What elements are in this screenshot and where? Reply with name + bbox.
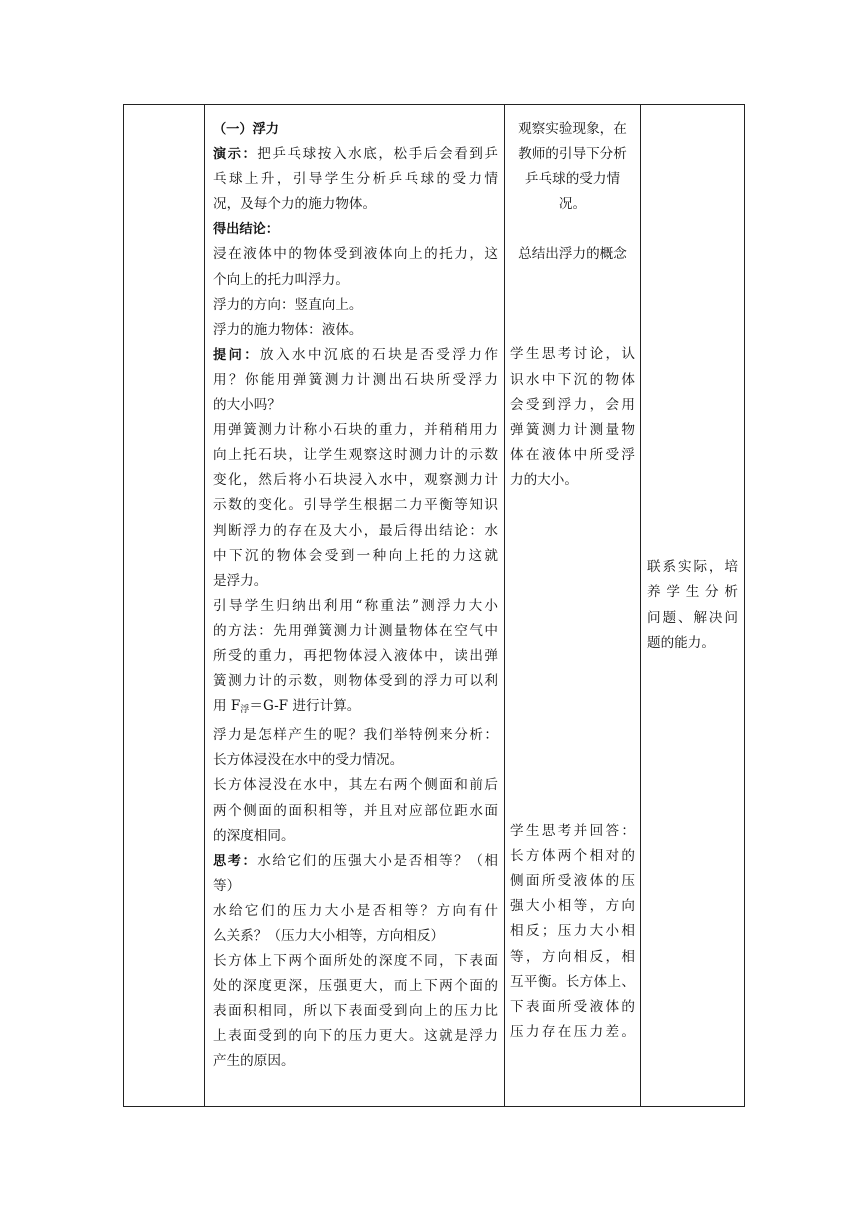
student-line: 等，方向相反，相: [510, 948, 635, 965]
stage-cell: [124, 105, 205, 1107]
conclusion-line: 浸在液体中的物体受到液体向上的托力，这: [213, 246, 498, 263]
question-line: 用弹簧测力计称小石块的重力，并稍稍用力: [213, 422, 498, 439]
student-line: 力的大小。: [510, 471, 578, 488]
question-line: 的大小吗？: [213, 397, 281, 414]
question-line: 所受的重力，再把物体浸入液体中，读出弹: [213, 647, 498, 664]
think-line: 长方体上下两个面所处的深度不同，下表面: [213, 953, 498, 970]
student-line: 况。: [558, 196, 587, 213]
question-label: 提问：: [213, 347, 260, 363]
design-intent-cell: [641, 105, 745, 1107]
student-line: 观察实验现象，在: [518, 121, 627, 137]
question-line: 引导学生归纳出利用“称重法”测浮力大小: [213, 597, 498, 614]
question-line: 用？你能用弹簧测力计测出石块所受浮力: [213, 371, 498, 388]
student-line: 识水中下沉的物体: [510, 371, 635, 388]
conclusion-line: 个向上的托力叫浮力。: [213, 271, 349, 288]
demo-label: 演示：: [213, 147, 258, 163]
think-line: 水给它们的压力大小是否相等？方向有什: [213, 902, 498, 919]
conclusion-line: 浮力的施力物体：液体。: [213, 321, 363, 338]
origin-line: 的深度相同。: [213, 827, 295, 844]
student-line: 侧面所受液体的压: [510, 873, 635, 890]
student-line: 相反；压力大小相: [510, 923, 635, 940]
student-line: 会受到浮力，会用: [510, 396, 635, 413]
think-line: 处的深度更深，压强更大，而上下两个面的: [213, 978, 498, 995]
origin-line: 两个侧面的面积相等，并且对应部位距水面: [213, 802, 498, 819]
question-line: 向上托石块，让学生观察这时测力计的示数: [213, 447, 498, 464]
student-line: 教师的引导下分析: [518, 146, 627, 163]
origin-line: 长方体浸没在水中的受力情况。: [213, 752, 404, 769]
section-title: （一）浮力: [213, 122, 279, 137]
question-line: 是浮力。: [213, 572, 268, 589]
student-line: 压力存在压力差。: [510, 1023, 635, 1040]
think-line: 产生的原因。: [213, 1053, 295, 1070]
intent-line: 养学生分析: [647, 584, 738, 601]
student-line: 强大小相等，方向: [510, 898, 635, 915]
intent-line: 联系实际，培: [647, 559, 738, 576]
lesson-plan-table: [123, 104, 745, 1107]
conclusion-label: 得出结论：: [213, 222, 279, 238]
intent-line: 问题、解决问: [647, 609, 738, 626]
student-line: 长方体两个相对的: [510, 848, 635, 865]
think-label: 思考：: [213, 853, 258, 869]
student-line: 弹簧测力计测量物: [510, 421, 635, 438]
student-line: 下表面所受液体的: [510, 998, 635, 1015]
origin-line: 长方体浸没在水中，其左右两个侧面和前后: [213, 777, 498, 794]
question-line: 中下沉的物体会受到一种向上托的力这就: [213, 547, 498, 564]
think-line: 思考：水给它们的压强大小是否相等？（相: [213, 852, 498, 869]
question-line: 提问：放入水中沉底的石块是否受浮力作: [213, 346, 498, 363]
question-line: 变化，然后将小石块浸入水中，观察测力计: [213, 472, 498, 489]
teacher-activity-cell: [205, 105, 505, 1107]
student-line: 乒乓球的受力情: [524, 171, 621, 188]
question-line: 判断浮力的存在及大小，最后得出结论：水: [213, 522, 498, 539]
think-line: 上表面受到的向下的压力更大。这就是浮力: [213, 1028, 498, 1045]
think-line: 等）: [213, 877, 241, 894]
think-line: 表面积相同，所以下表面受到向上的压力比: [213, 1003, 498, 1020]
student-line: 体在液体中所受浮: [510, 446, 635, 463]
think-line: 么关系？（压力大小相等，方向相反）: [213, 928, 445, 944]
student-activity-cell: [505, 105, 641, 1107]
table-row: [124, 105, 745, 1107]
question-line: 示数的变化。引导学生根据二力平衡等知识: [213, 497, 498, 514]
student-line: 学生思考讨论，认: [510, 346, 635, 363]
formula-line: 用 $F_浮=G-F$ 进行计算。: [213, 698, 361, 716]
question-line: 的方法：先用弹簧测力计测量物体在空气中: [213, 622, 498, 639]
student-line: 互平衡。长方体上、: [510, 973, 635, 990]
student-line: 总结出浮力的概念: [518, 246, 627, 263]
conclusion-line: 浮力的方向：竖直向上。: [213, 296, 363, 313]
student-line: 学生思考并回答：: [510, 823, 635, 840]
demo-line: 况，及每个力的施力物体。: [213, 196, 377, 213]
demo-line: 乓球上升，引导学生分析乒乓球的受力情: [213, 171, 498, 188]
origin-line: 浮力是怎样产生的呢？我们举特例来分析：: [213, 727, 498, 744]
demo-line: 演示：把乒乓球按入水底，松手后会看到乒: [213, 146, 498, 163]
intent-line: 题的能力。: [647, 634, 715, 651]
question-line: 簧测力计的示数，则物体受到的浮力可以利: [213, 673, 498, 690]
